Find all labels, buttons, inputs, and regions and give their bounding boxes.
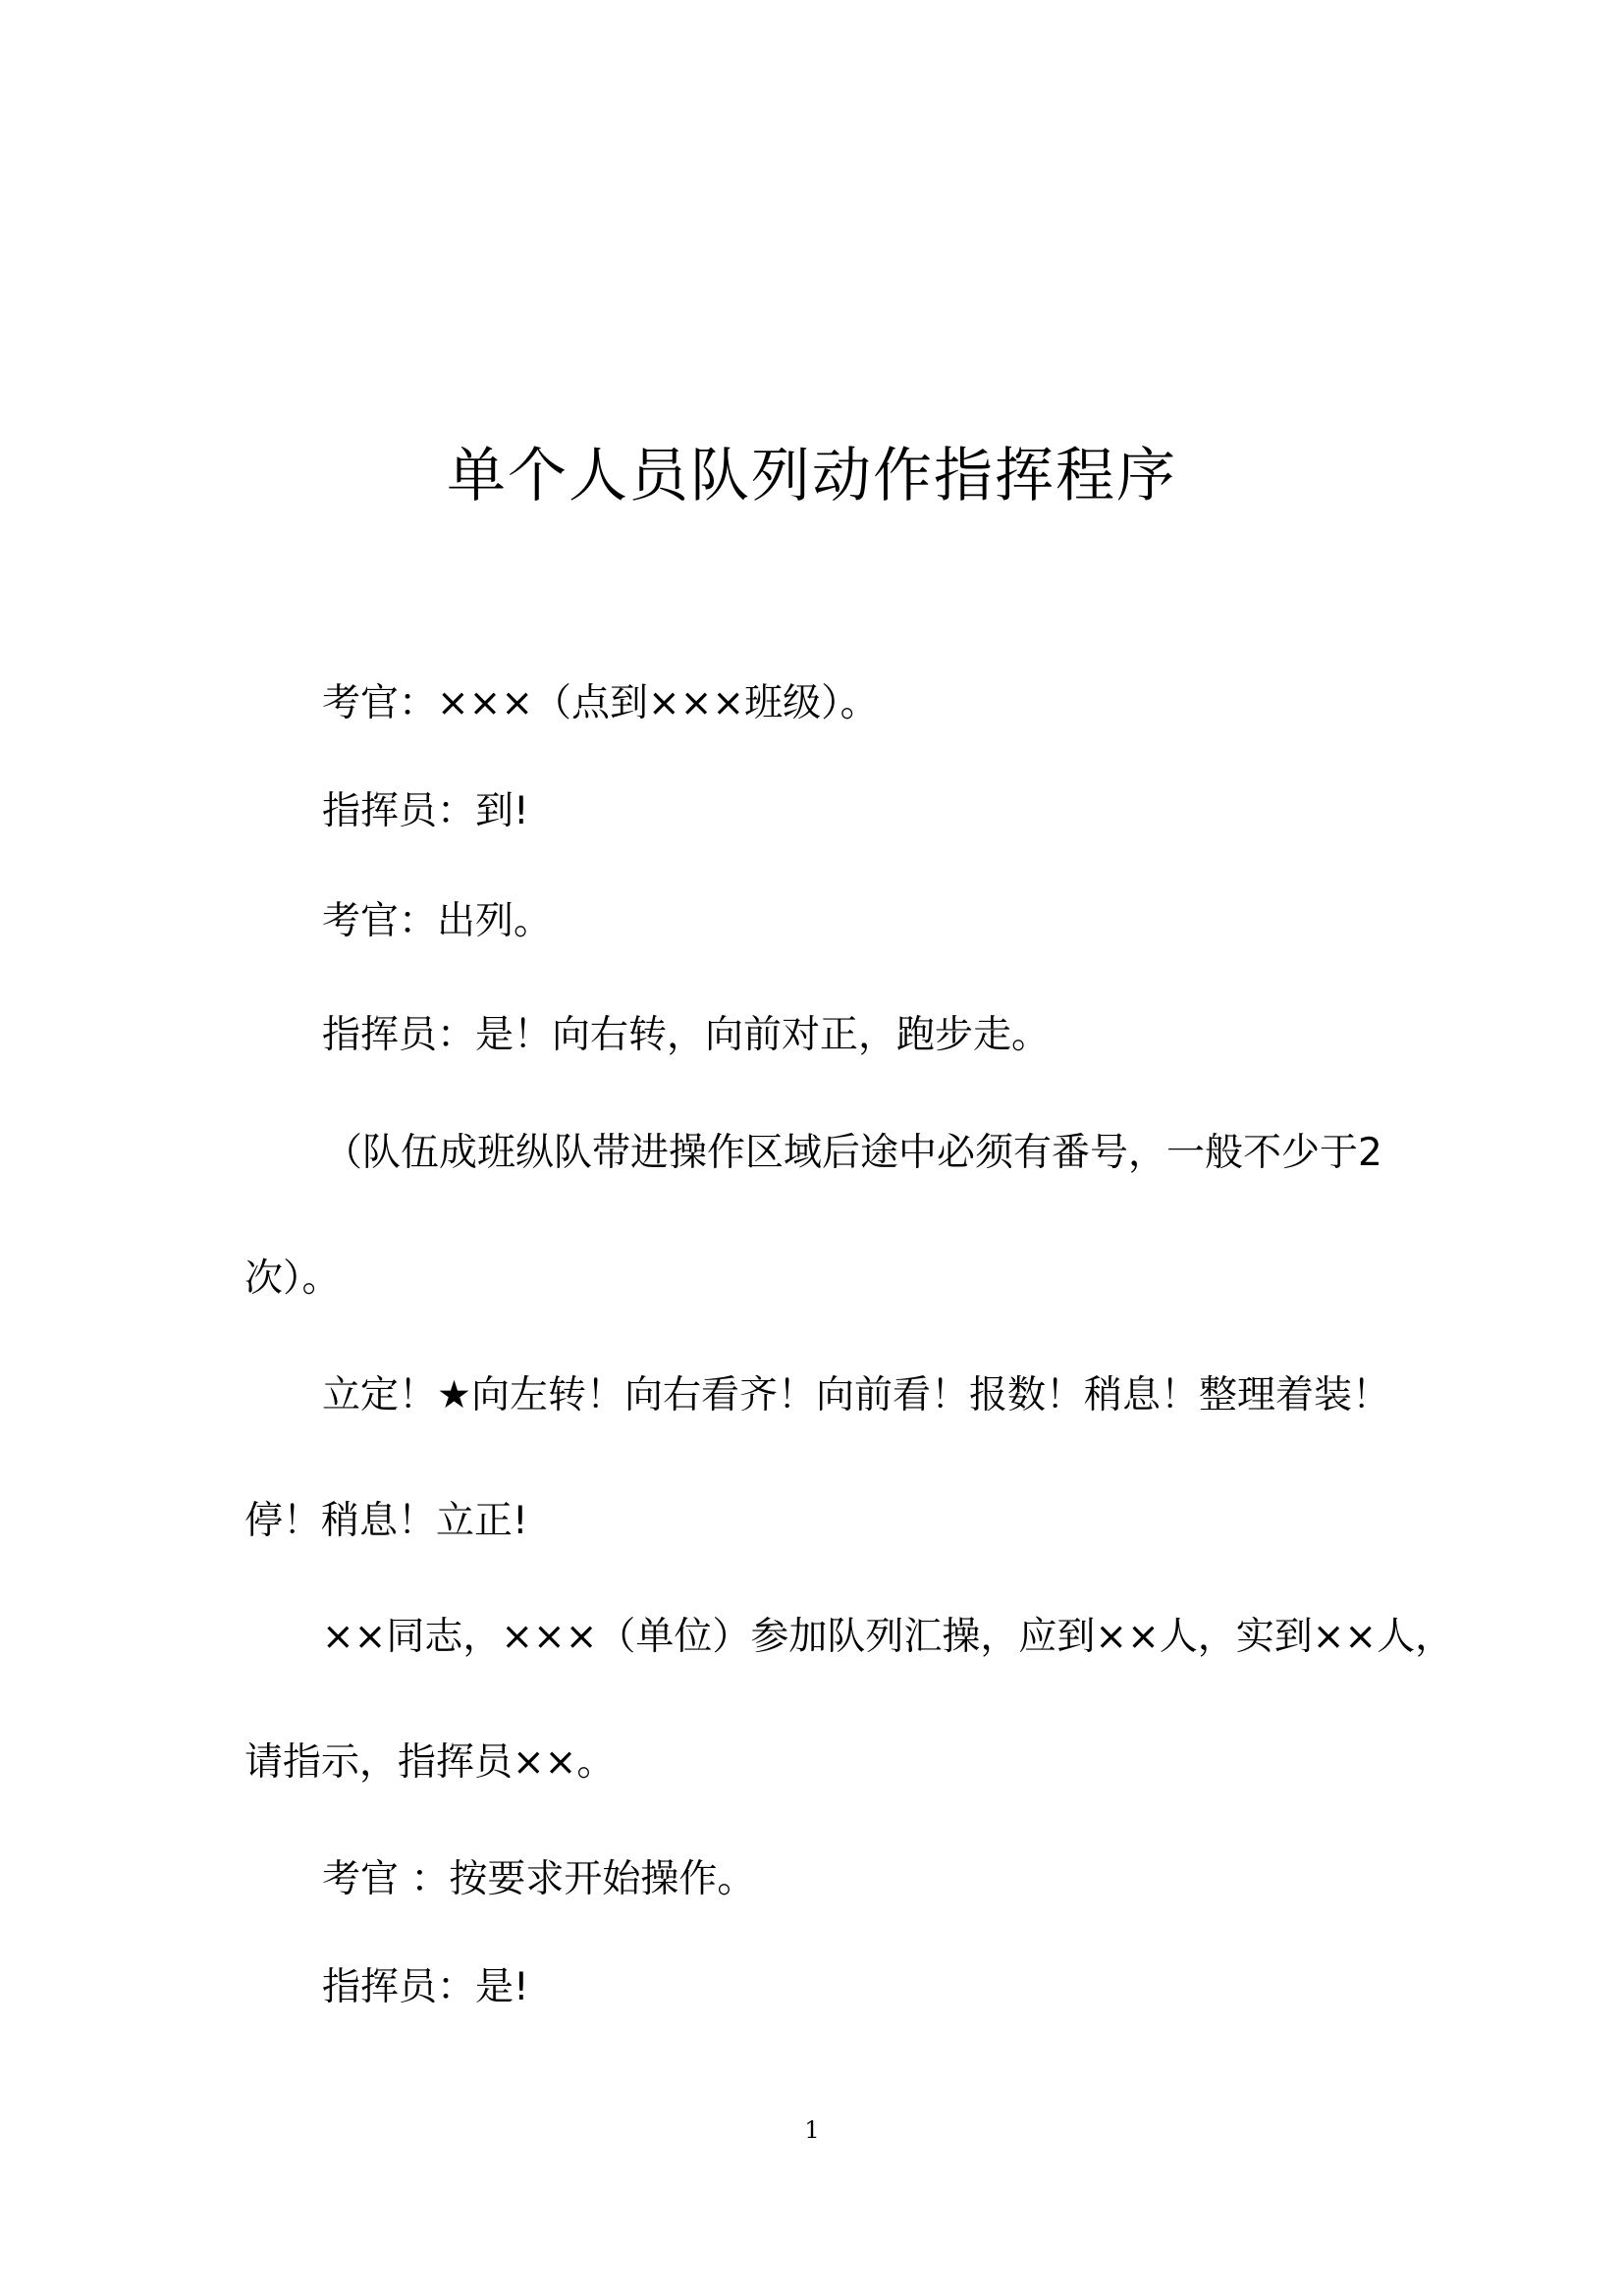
paragraph-line: 请指示，指挥员××。: [244, 1740, 616, 1785]
paragraph-line: 考官：×××（点到×××班级）。: [322, 681, 879, 725]
paragraph-line: （队伍成班纵队带进操作区域后途中必须有番号，一般不少于2: [324, 1131, 1382, 1175]
paragraph-line: 停！稍息！立正!: [244, 1499, 528, 1543]
paragraph-line: 指挥员：到!: [322, 789, 529, 833]
paragraph-line: 指挥员：是!: [322, 1965, 529, 2009]
page-number: 1: [804, 2116, 820, 2144]
paragraph-line: 次）。: [244, 1256, 341, 1301]
paragraph-line: 考官 ：按要求开始操作。: [322, 1857, 756, 1901]
paragraph-line: 立定！★向左转！向右看齐！向前看！报数！稍息！整理着装！: [322, 1373, 1390, 1417]
paragraph-line: 考官：出列。: [322, 899, 553, 943]
document-title: 单个人员队列动作指挥程序: [447, 442, 1177, 510]
paragraph-line: 指挥员：是！向右转，向前对正，跑步走。: [322, 1013, 1051, 1057]
paragraph-line: ××同志，×××（单位）参加队列汇操，应到××人，实到××人，: [322, 1615, 1454, 1659]
